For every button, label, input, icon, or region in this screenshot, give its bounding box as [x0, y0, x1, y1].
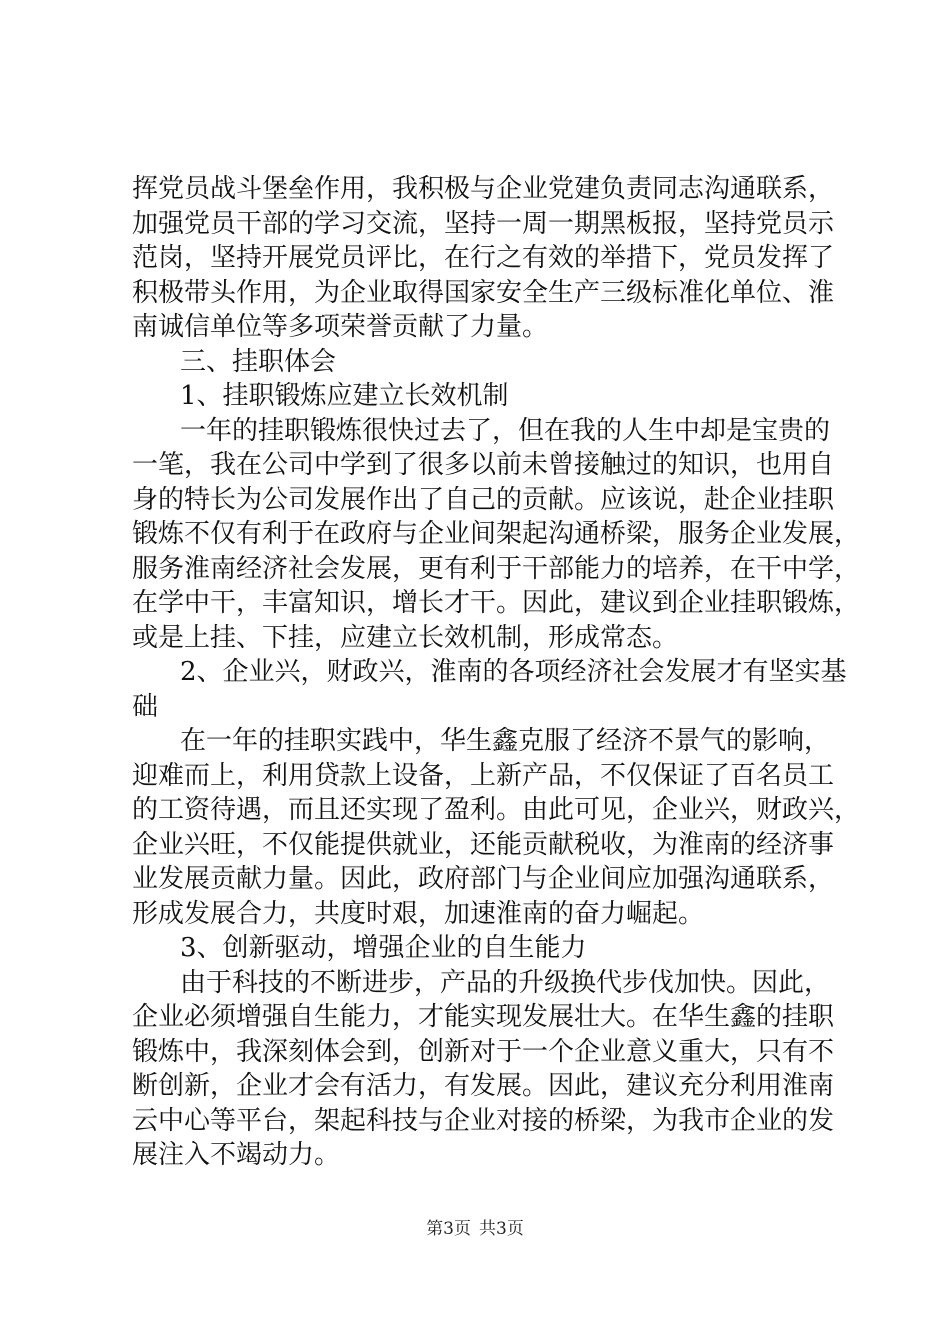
subsection-heading: 2、企业兴，财政兴，淮南的各项经济社会发展才有坚实基 [180, 657, 847, 687]
text-line: 锻炼不仅有利于在政府与企业间架起沟通桥梁，服务企业发展， [132, 519, 861, 549]
subsection-heading: 3、创新驱动，增强企业的自生能力 [180, 933, 587, 963]
text-line: 迎难而上，利用贷款上设备，上新产品，不仅保证了百名员工 [132, 760, 835, 791]
text-line: 南诚信单位等多项荣誉贡献了力量。 [132, 312, 549, 342]
text-line: 企业兴旺，不仅能提供就业，还能贡献税收，为淮南的经济事 [132, 829, 835, 860]
text-line: 形成发展合力，共度时艰，加速淮南的奋力崛起。 [132, 898, 705, 929]
text-line: 断创新，企业才会有活力，有发展。因此，建议充分利用淮南 [132, 1071, 835, 1101]
text-line: 挥党员战斗堡垒作用，我积极与企业党建负责同志沟通联系， [132, 174, 835, 204]
text-line: 由于科技的不断进步，产品的升级换代步伐加快。因此， [180, 967, 831, 998]
page-number: 第3页 [426, 1219, 471, 1239]
text-line: 锻炼中，我深刻体会到，创新对于一个企业意义重大，只有不 [132, 1036, 835, 1067]
text-line: 服务淮南经济社会发展，更有利于干部能力的培养，在干中学， [132, 553, 861, 584]
section-heading: 三、挂职体会 [180, 346, 337, 377]
text-line: 展注入不竭动力。 [132, 1140, 341, 1170]
page-footer [0, 1214, 950, 1239]
text-line: 业发展贡献力量。因此，政府部门与企业间应加强沟通联系， [132, 864, 835, 894]
text-line: 范岗，坚持开展党员评比，在行之有效的举措下，党员发挥了 [132, 243, 835, 273]
text-line: 一年的挂职锻炼很快过去了，但在我的人生中却是宝贵的 [180, 415, 831, 446]
text-line: 础 [132, 691, 159, 722]
text-line: 加强党员干部的学习交流，坚持一周一期黑板报，坚持党员示 [132, 208, 835, 239]
text-line: 积极带头作用，为企业取得国家安全生产三级标准化单位、淮 [132, 277, 835, 308]
text-line: 在学中干，丰富知识，增长才干。因此，建议到企业挂职锻炼， [132, 588, 861, 618]
text-line: 或是上挂、下挂，应建立长效机制，形成常态。 [132, 622, 679, 653]
text-line: 一笔，我在公司中学到了很多以前未曾接触过的知识，也用自 [132, 450, 835, 480]
text-line: 身的特长为公司发展作出了自己的贡献。应该说，赴企业挂职 [132, 484, 835, 515]
subsection-heading: 1、挂职锻炼应建立长效机制 [180, 381, 509, 411]
text-line: 的工资待遇，而且还实现了盈利。由此可见，企业兴，财政兴， [132, 795, 861, 825]
text-line: 在一年的挂职实践中，华生鑫克服了经济不景气的影响， [180, 726, 831, 756]
text-line: 企业必须增强自生能力，才能实现发展壮大。在华生鑫的挂职 [132, 1002, 835, 1032]
page-total: 共3页 [479, 1219, 524, 1239]
text-line: 云中心等平台，架起科技与企业对接的桥梁，为我市企业的发 [132, 1105, 835, 1136]
document-body [132, 172, 861, 1173]
